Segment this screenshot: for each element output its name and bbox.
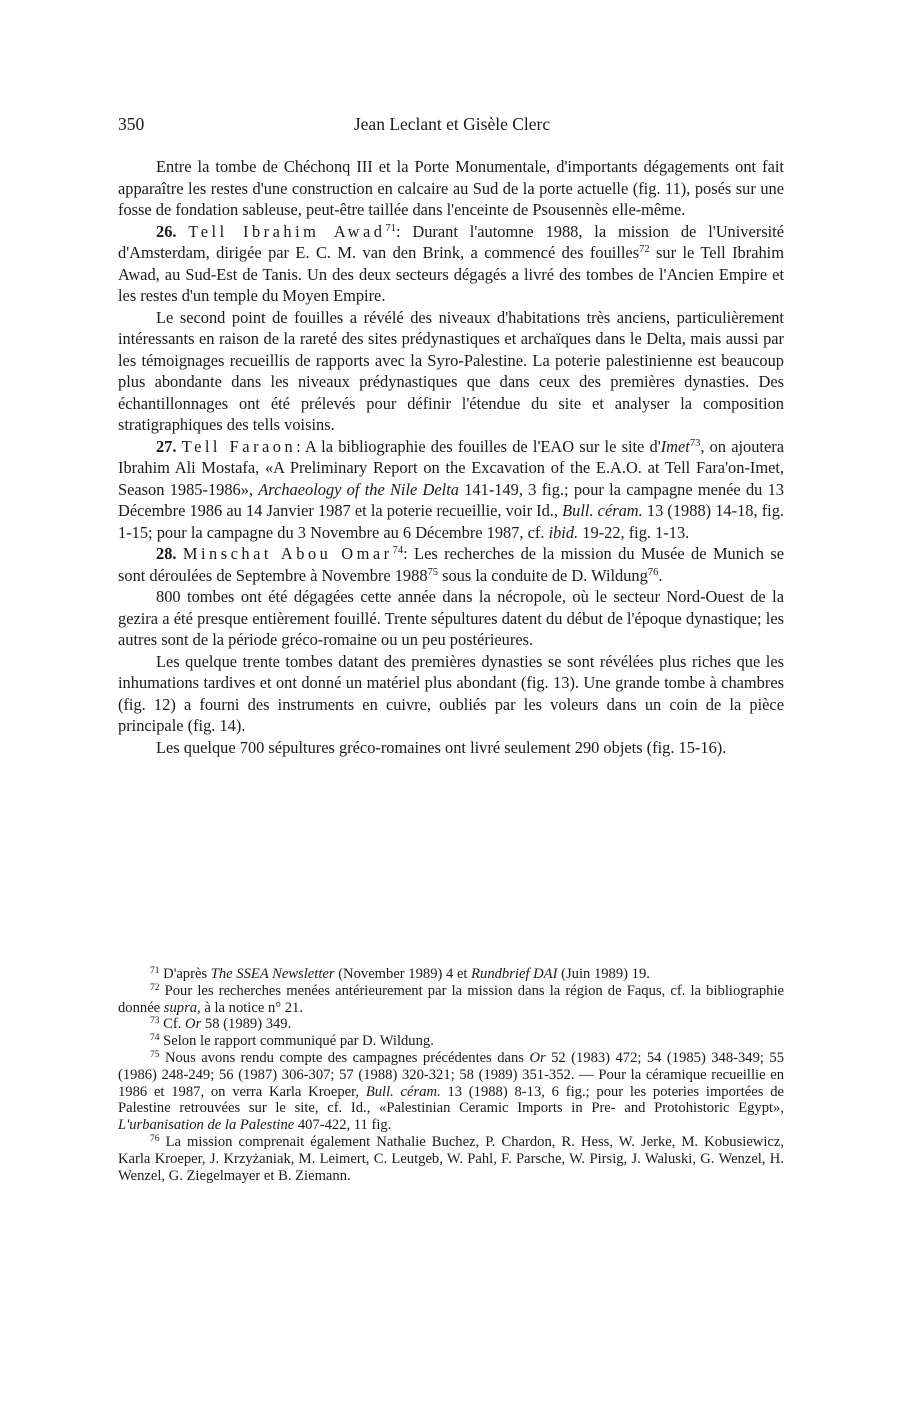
paragraph-trente-tombes: Les quelque trente tombes datant des premières dynasties se sont révélées plus riches que les inhumations tardives et ont donné un matériel plus abondant (fig. 13). Une grande tombe à chambres (fig. 12) a fourni des instruments en cuivre, oubliés par les voleurs dans un coin de la pièce principale (fig. 14).: [118, 651, 784, 735]
page-number: 350: [118, 114, 145, 134]
section-text: 141-149, 3 fig.; pour la campagne menée du 13 Décembre 1986 au 14 Janvier 1987 et la poterie recueillie, voir Id.,: [118, 479, 784, 520]
publication-title: The SSEA Newsletter: [210, 966, 335, 982]
publication-title: Rundbrief DAI: [471, 966, 558, 982]
body-text: [118, 156, 784, 758]
footnote-text: Pour les recherches menées antérieurement par la mission dans la région de Faqus, cf. la bibliographie donnée: [118, 982, 784, 1016]
footnote-text: D'après: [159, 966, 211, 982]
footnote-ref-71[interactable]: 71: [385, 222, 396, 234]
section-text: : Durant l'automne 1988, la mission de l'Université d'Amsterdam, dirigée par E. C. M. van den Brink, a commencé des fouilles: [118, 221, 784, 262]
footnote-75: [118, 1050, 784, 1134]
paragraph-700-sepultures: Les quelque 700 sépultures gréco-romaines ont livré seulement 290 objets (fig. 15-16).: [156, 737, 727, 757]
section-26-tell-ibrahim-awad: [118, 221, 784, 307]
footnote-text: 407-422, 11 fig.: [294, 1117, 392, 1134]
section-27-tell-faraon: [118, 436, 784, 544]
paragraph-800-tombes: 800 tombes ont été dégagées cette année dans la nécropole, où le secteur Nord-Ouest de la gezira a été presque entièrement fouillé. Trente sépultures datent du début de l'époque dynastique; les autres sont de la période gréco-romaine ou un peu postérieures.: [118, 587, 784, 649]
footnote-text: (November 1989) 4 et: [334, 966, 472, 982]
footnote-text: (Juin 1989) 19.: [557, 966, 650, 982]
section-text: 19-22, fig. 1-13.: [578, 522, 690, 542]
footnote-ref-74[interactable]: 74: [392, 545, 404, 556]
site-name: Tell Ibrahim Awad: [188, 221, 386, 241]
page-header: [118, 114, 786, 138]
footnote-number: 76: [150, 1133, 160, 1144]
site-name: Minschat Abou Omar: [182, 544, 393, 563]
footnote-text: Nous avons rendu compte des campagnes précédentes dans: [159, 1049, 530, 1066]
footnote-ref-72[interactable]: 72: [639, 244, 650, 255]
footnote-73: [118, 1016, 784, 1033]
footnote-ref-73[interactable]: 73: [689, 437, 701, 449]
footnote-number: 72: [150, 982, 160, 993]
site-name-imet: Imet: [660, 436, 690, 456]
footnote-text: 58 (1989) 349.: [201, 1016, 292, 1033]
footnote-text: La mission comprenait également Nathalie Buchez, P. Chardon, R. Hess, W. Jerke, M. Kobusiewicz, Karla Kroeper, J. Krzyżaniak, M. Leimert, C. Leutgeb, W. Pahl, F. Parsche, W. Pirsig, J. Waluski, G. Wenzel, H. Wenzel, G. Ziegelmayer et B. Ziemann.: [118, 1133, 784, 1184]
paragraph-second-point: Le second point de fouilles a révélé des niveaux d'habitations très anciens, particulièrement intéressants en raison de la rareté des sites prédynastiques et archaïques dans le Delta, mais aussi par les témoignages recueillis de rapports avec la Syro-Palestine. La poterie palestinienne est beaucoup plus abondante dans les niveaux prédynastiques que dans ceux des premières dynasties. Des échantillonnages ont été prélevés pour définir l'étendue du site et analyser la composition stratigraphiques des tells voisins.: [118, 307, 784, 434]
journal-title: Bull. céram.: [562, 501, 643, 520]
section-text: sur le Tell Ibrahim Awad, au Sud-Est de Tanis. Un des deux secteurs dégagés a livré des tombes de l'Ancien Empire et les restes d'un temple du Moyen Empire.: [118, 243, 784, 305]
running-title: Jean Leclant et Gisèle Clerc: [353, 114, 551, 134]
footnote-text: Selon le rapport communiqué par D. Wildung.: [159, 1033, 434, 1050]
section-text: : Les recherches de la mission du Musée de Munich se sont déroulées de Septembre à Novembre 1988: [118, 544, 784, 585]
footnote-number: 71: [150, 966, 160, 976]
paragraph-tanis-porte: Entre la tombe de Chéchonq III et la Porte Monumentale, d'importants dégagements ont fait apparaître les restes d'une construction en calcaire au Sud de la porte actuelle (fig. 11), posés sur une fosse de fondation sableuse, peut-être taillée dans l'enceinte de Psousennès elle-même.: [118, 157, 784, 219]
publication-title: Bull. céram.: [365, 1083, 441, 1100]
footnote-text: 52 (1983) 472; 54 (1985) 348-349; 55 (1986) 248-249; 56 (1987) 306-307; 57 (1988) 320-321; 58 (1989) 351-352. — Pour la céramique recueillie en 1986 et 1987, on verra Karla Kroeper,: [118, 1049, 784, 1100]
footnote-ref-76[interactable]: 76: [647, 566, 659, 578]
site-name: Tell Faraon: [181, 436, 297, 456]
publication-title: L'urbanisation de la Palestine: [118, 1117, 295, 1134]
section-text: sous la conduite de D. Wildung: [438, 565, 648, 585]
section-text: : A la bibliographie des fouilles de l'EAO sur le site d': [296, 436, 661, 456]
section-28-minschat-abou-omar: [118, 543, 784, 586]
publication-title: Or: [529, 1049, 546, 1066]
section-text: , on ajoutera Ibrahim Ali Mostafa, «A Preliminary Report on the Excavation of the E.A.O. at Tell Fara'on-Imet, Season 1985-1986»,: [118, 436, 784, 499]
footnote-number: 73: [150, 1016, 160, 1027]
footnote-number: 75: [150, 1049, 160, 1060]
footnotes: [118, 966, 784, 1184]
footnote-72: [118, 983, 784, 1017]
section-number: 26.: [156, 221, 177, 241]
ibid: ibid.: [548, 522, 579, 542]
footnote-74: [118, 1033, 784, 1050]
section-number: 27.: [156, 436, 177, 456]
footnote-text: à la notice n° 21.: [200, 999, 303, 1016]
footnote-text: 13 (1988) 8-13, 6 fig.; pour les poteries importées de Palestine retrouvées sur le site, cf. Id., «Palestinian Ceramic Imports in Pre- and Protohistoric Egypt»,: [118, 1083, 784, 1117]
footnote-76: [118, 1134, 784, 1184]
section-text: .: [658, 565, 663, 585]
footnote-ref-75[interactable]: 75: [427, 566, 439, 578]
publication-title: Or: [185, 1016, 202, 1033]
section-number: 28.: [156, 544, 177, 563]
footnote-text: Cf.: [159, 1016, 186, 1033]
section-text: 13 (1988) 14-18, fig. 1-15; pour la campagne du 3 Novembre au 6 Décembre 1987, cf.: [118, 501, 784, 542]
footnote-71: [118, 966, 784, 983]
journal-title: Archaeology of the Nile Delta: [258, 479, 459, 499]
supra: supra,: [163, 999, 201, 1016]
footnote-number: 74: [150, 1033, 160, 1044]
